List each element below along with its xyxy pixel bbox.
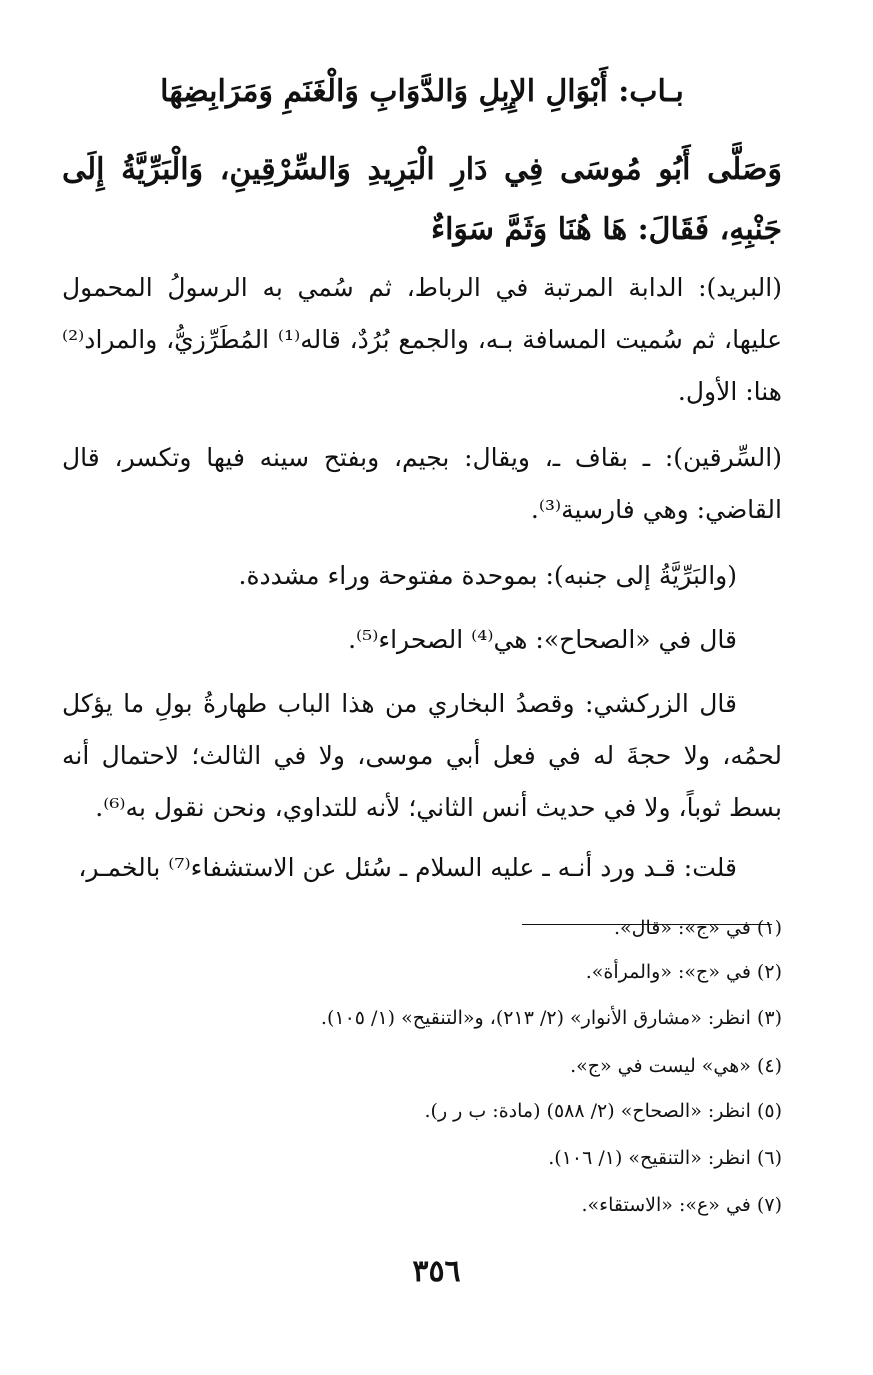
footnote-2: (٢) في «ج»: «والمرأة». <box>585 961 782 983</box>
chapter-title: بـاب: أَبْوَالِ الإِبِلِ وَالدَّوَابِ وَالْغَنَمِ وَمَرَابِضِهَا <box>160 74 684 109</box>
footnote-5: (٥) انظر: «الصحاح» (٢/ ٥٨٨) (مادة: ب ر ر). <box>424 1100 782 1122</box>
paragraph-bariyya: (والبَرِّيَّةُ إلى جنبه): بموحدة مفتوحة وراء مشددة. <box>238 561 737 590</box>
paragraph-sihah: قال في «الصحاح»: هي⁽⁴⁾ الصحراء⁽⁵⁾. <box>348 625 737 654</box>
paragraph-barid: (البريد): الدابة المرتبة في الرباط، ثم سُمي به الرسولُ المحمول عليها، ثم سُميت المسافة بـه، والجمع بُرُدٌ، قاله⁽¹⁾ المُطَرِّزيُّ، والمراد⁽²⁾ هنا: الأول. <box>62 273 782 406</box>
footnote-1: (١) في «ج»: «قال». <box>614 917 782 939</box>
paragraph-sirqin: (السِّرقين): ـ بقاف ـ، ويقال: بجيم، وبفتح سينه فيها وتكسر، قال القاضي: وهي فارسية⁽³⁾. <box>62 443 782 524</box>
footnote-7: (٧) في «ع»: «الاستقاء». <box>581 1194 782 1216</box>
paragraph-qultu: قلت: قـد ورد أنـه ـ عليه السلام ـ سُئل عن الاستشفاء⁽⁷⁾ بالخمـر، <box>78 853 737 882</box>
footnote-3: (٣) انظر: «مشارق الأنوار» (٢/ ٢١٣)، و«التنقيح» (١/ ١٠٥). <box>320 1007 782 1029</box>
page-number: ٣٥٦ <box>412 1254 461 1289</box>
paragraph-zarkashi: قال الزركشي: وقصدُ البخاري من هذا الباب طهارةُ بولِ ما يؤكل لحمُه، ولا حجةَ له في فعل أبي موسى، ولا في الثالث؛ لاحتمال أنه بسط ثوباً، ولا في حديث أنس الثاني؛ لأنه للتداوي، ونحن نقول به⁽⁶⁾. <box>62 689 782 822</box>
footnote-6: (٦) انظر: «التنقيح» (١/ ١٠٦). <box>548 1147 782 1169</box>
footnote-4: (٤) «هي» ليست في «ج». <box>570 1055 782 1077</box>
commentary <box>62 262 782 894</box>
hadith-text: وَصَلَّى أَبُو مُوسَى فِي دَارِ الْبَرِيدِ وَالسِّرْقِينِ، وَالْبَرِّيَّةُ إِلَى جَنْبِهِ، فَقَالَ: هَا هُنَا وَثَمَّ سَوَاءٌ <box>62 152 782 247</box>
